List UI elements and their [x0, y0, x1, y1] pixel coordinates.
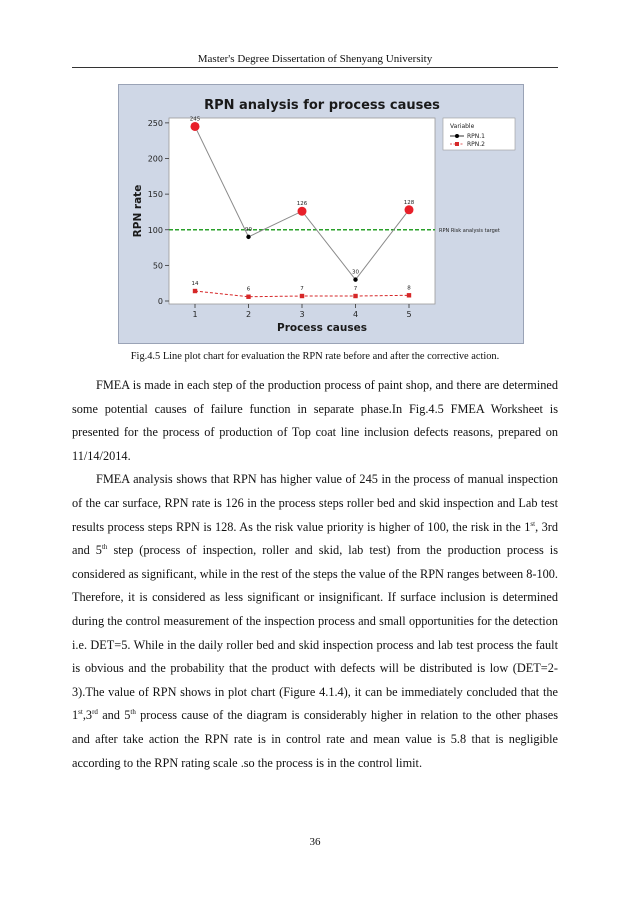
reference-line-label: RPN Risk analysis target	[439, 227, 500, 234]
y-tick-label: 250	[147, 118, 163, 128]
rpn1-point	[353, 277, 357, 281]
rpn2-data-label: 7	[300, 286, 304, 293]
legend	[443, 118, 515, 150]
rpn1-data-label: 126	[296, 201, 308, 208]
paragraph-2: FMEA analysis shows that RPN has higher value of 245 in the process of manual inspection of the car surface, RPN rate is 126 in the process steps roller bed and skid inspection and Lab test results process steps RPN is 128. As the risk value priority is higher of 100, the risk in the 1st, 3rd and 5th step (process of inspection, roller and skid, lab test) from the production process is considered as significant, while in the rest of the steps the value of the RPN ranges between 8-100. Therefore, it is considered as less significant or insignificant. If surface inclusion is determined during the control measurement of the inspection process and small opportunities for the detection i.e. DET=5. While in the daily roller bed and skid inspection process and lab test process the fault is obvious and the probability that the product with defects will be distributed is low (DET=2-3).The value of RPN shows in plot chart (Figure 4.1.4), it can be immediately concluded that the 1st,3rd and 5th process cause of the diagram is considerably higher in relation to the other phases and after take action the RPN rate is in control rate and mean value is 5.8 that is negligible according to the RPN rating scale .so the process is in the control limit.	[72, 472, 558, 770]
chart-title: RPN analysis for process causes	[204, 98, 440, 113]
running-header: Master's Degree Dissertation of Shenyang University	[197, 53, 433, 65]
page-number: 36	[309, 836, 321, 848]
body-text	[72, 374, 558, 775]
rpn2-data-label: 6	[246, 286, 251, 293]
legend-rpn2-label: RPN.2	[467, 141, 485, 148]
rpn2-data-label: 14	[191, 281, 199, 288]
rpn1-data-label: 90	[245, 226, 252, 233]
y-tick-label: 200	[147, 154, 163, 164]
rpn2-point	[246, 295, 250, 299]
y-tick-label: 100	[147, 225, 163, 235]
rpn2-point	[193, 289, 197, 293]
rpn-line-chart	[119, 85, 525, 345]
rpn1-highlight-point	[191, 122, 200, 131]
x-axis-label: Process causes	[277, 322, 367, 334]
x-tick-label: 4	[352, 310, 359, 319]
paragraph-1: FMEA is made in each step of the production process of paint shop, and there are determined some potential causes of failure function in separate phase.In Fig.4.5 FMEA Worksheet is presented for the process of production of Top coat line inclusion defects reasons, prepared on 11/14/2014.	[72, 378, 558, 463]
x-tick-label: 1	[192, 310, 198, 319]
rpn2-point	[407, 293, 411, 297]
rpn2-point	[300, 294, 304, 298]
rpn1-highlight-point	[405, 205, 414, 214]
legend-rpn1-marker	[455, 134, 459, 138]
legend-rpn1-label: RPN.1	[467, 133, 485, 140]
rpn1-data-label: 245	[189, 116, 201, 123]
rpn2-point	[353, 294, 357, 298]
y-tick-label: 50	[152, 261, 163, 271]
x-tick-label: 2	[245, 310, 252, 319]
rpn2-data-label: 7	[353, 286, 358, 293]
rpn1-data-label: 128	[403, 199, 415, 206]
y-axis-label: RPN rate	[132, 184, 144, 238]
rpn1-highlight-point	[298, 207, 307, 216]
x-tick-label: 5	[406, 310, 412, 319]
y-axis-ticks	[148, 119, 169, 306]
x-tick-label: 3	[299, 310, 305, 319]
x-axis-ticks	[192, 304, 411, 319]
rpn2-data-label: 8	[407, 285, 411, 292]
legend-title: Variable	[450, 123, 475, 130]
legend-rpn2-marker	[455, 142, 459, 146]
rpn1-point	[246, 235, 250, 239]
figure-caption: Fig.4.5 Line plot chart for evaluation the RPN rate before and after the corrective action.	[130, 351, 500, 362]
rpn-chart-figure	[118, 84, 524, 344]
rpn1-data-label: 30	[352, 269, 359, 276]
header-rule	[72, 67, 558, 68]
y-tick-label: 150	[147, 190, 163, 200]
y-tick-label: 0	[157, 297, 163, 306]
